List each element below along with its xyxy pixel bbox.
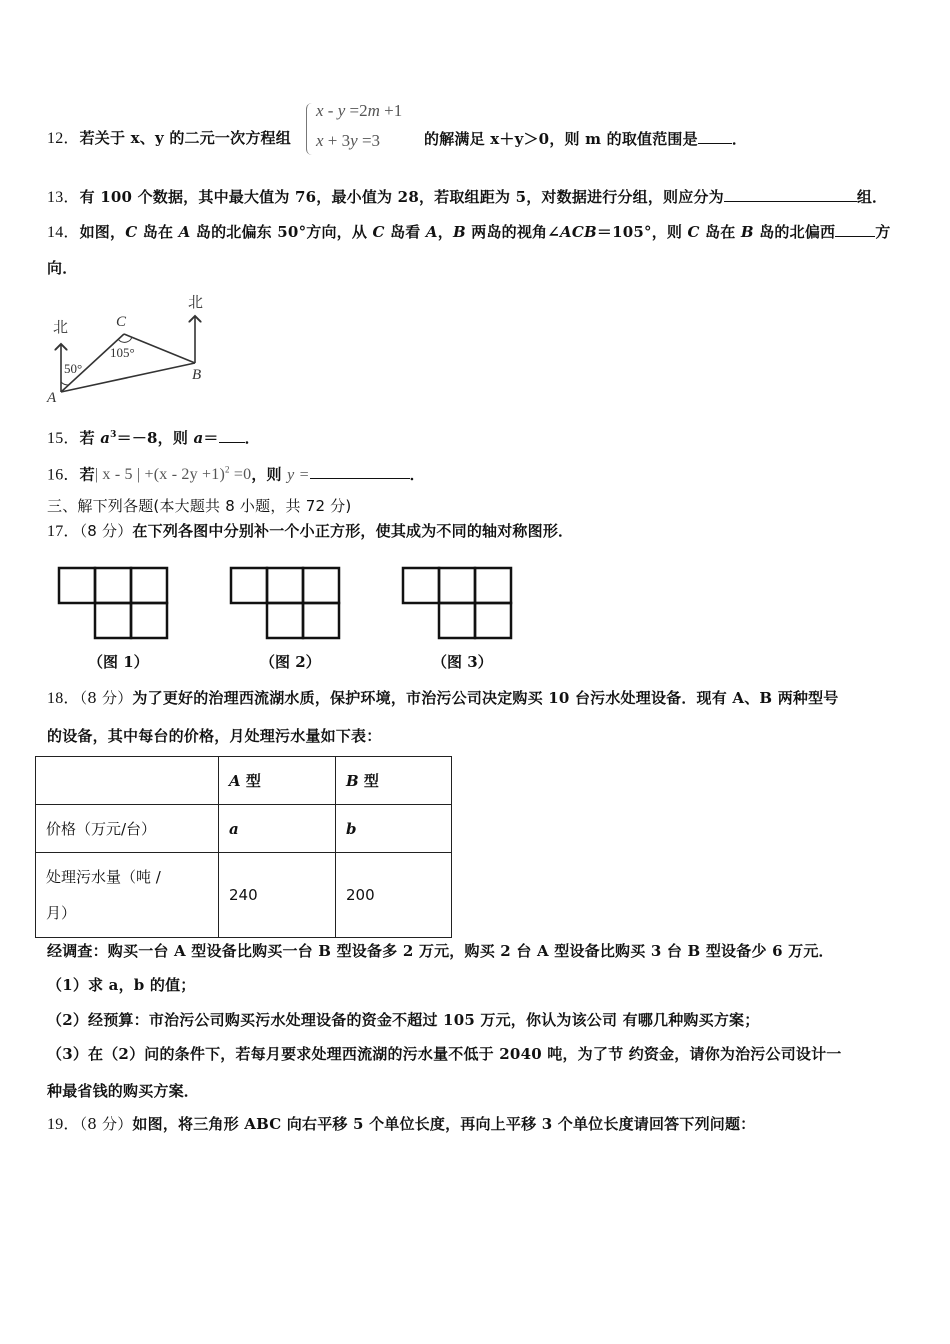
question-14-line2: 向． <box>47 259 78 277</box>
part-3: （3）在（2）问的条件下，若每月要求处理西流湖的污水量不低于 2040 吨，为了节 约资金，请你为治污公司设计一 <box>47 1045 842 1063</box>
question-17: 17．（8 分）在下列各图中分别补一个小正方形，使其成为不同的轴对称图形． <box>47 522 574 540</box>
svg-text:105°: 105° <box>110 345 135 360</box>
table-cell: 240 <box>219 853 336 938</box>
svg-text:B: B <box>192 367 202 383</box>
svg-text:北: 北 <box>53 318 69 336</box>
figure-2-caption: （图 2） <box>260 653 321 671</box>
table-header-b: B 型 <box>336 757 452 805</box>
svg-text:50°: 50° <box>64 361 83 376</box>
question-number: 16． <box>47 466 80 484</box>
equation-1: x - y =2m +1 <box>316 101 403 120</box>
question-number: 19． <box>47 1116 80 1133</box>
question-19: 19．（8 分）如图，将三角形 ABC 向右平移 5 个单位长度，再向上平移 3 个单位长度请回答下列问题： <box>47 1115 756 1133</box>
table-cell: b <box>336 805 452 853</box>
row-label: 处理污水量（吨 / 月） <box>36 853 219 938</box>
figure-2-grid <box>229 566 341 640</box>
figure-3-caption: （图 3） <box>432 653 493 671</box>
question-end: 组． <box>856 188 888 206</box>
table-cell: 200 <box>336 853 452 938</box>
figure-1-caption: （图 1） <box>88 653 149 671</box>
question-15: 15．若 $a^3=-8$，则 a＝ ． <box>47 429 260 447</box>
brace-icon <box>306 103 313 155</box>
figure-1-grid <box>57 566 169 640</box>
question-18-line2: 的设备，其中每台的价格，月处理污水量如下表： <box>47 727 382 745</box>
part-2: （2）经预算：市治污公司购买污水处理设备的资金不超过 105 万元，你认为该公司 有哪几种购买方案； <box>47 1011 760 1029</box>
equipment-table <box>35 756 452 938</box>
table-header-a: A 型 <box>219 757 336 805</box>
question-number: 13． <box>47 189 80 206</box>
part-1: （1）求 a，b 的值； <box>47 976 196 994</box>
answer-blank[interactable] <box>724 186 857 202</box>
answer-blank[interactable] <box>219 427 245 443</box>
question-12 <box>47 128 291 149</box>
svg-text:C: C <box>116 314 127 330</box>
question-number: 15． <box>47 430 80 447</box>
question-number: 14． <box>47 224 80 241</box>
equation-system <box>306 101 426 157</box>
question-text: 若关于 x、y 的二元一次方程组 <box>79 129 291 147</box>
question-18: 18．（8 分）为了更好的治理西流湖水质，保护环境，市治污公司决定购买 10 台污水处理设备．现有 A、B 两种型号 <box>47 689 839 707</box>
period: ． <box>731 130 748 148</box>
part-3-line2: 种最省钱的购买方案． <box>47 1082 200 1100</box>
table-header-row <box>36 757 452 805</box>
question-text: 的解满足 x＋y＞0，则 m 的取值范围是 <box>424 130 698 148</box>
table-cell: a <box>219 805 336 853</box>
question-number: 18． <box>47 690 80 707</box>
survey-text: 经调查：购买一台 A 型设备比购买一台 B 型设备多 2 万元，购买 2 台 A 型设备比购买 3 台 B 型设备少 6 万元． <box>47 942 834 960</box>
direction-figure <box>40 286 230 411</box>
equation-2: x + 3y =3 <box>316 131 381 150</box>
row-label: 价格（万元/台） <box>36 805 219 853</box>
question-number: 17． <box>47 523 80 540</box>
svg-text:北: 北 <box>188 293 204 311</box>
table-row <box>36 805 452 853</box>
question-12-continued <box>424 128 747 149</box>
question-14: 14．如图，C 岛在 A 岛的北偏东 50°方向，从 C 岛看 A，B 两岛的视角∠ACB＝105°，则 C 岛在 B 岛的北偏西 方 <box>47 223 891 241</box>
question-number: 12． <box>47 130 80 147</box>
svg-text:A: A <box>47 390 57 406</box>
answer-blank[interactable] <box>835 221 875 237</box>
question-16: 16．若| x - 5 | $+(x - 2y +1)^2 =0$，则 y = ． <box>47 465 425 484</box>
question-13 <box>47 186 887 208</box>
answer-blank[interactable] <box>310 463 410 479</box>
table-cell <box>36 757 219 805</box>
question-text: 有 100 个数据，其中最大值为 76，最小值为 28，若取组距为 5，对数据进行分组，则应分为 <box>79 188 724 206</box>
answer-blank[interactable] <box>698 128 732 144</box>
math-expression: | x - 5 | $+(x - 2y +1)^2 =0$ <box>94 465 252 484</box>
table-row <box>36 853 452 938</box>
section-title: 三、解下列各题(本大题共 8 小题，共 72 分) <box>47 497 352 515</box>
figure-3-grid <box>401 566 513 640</box>
